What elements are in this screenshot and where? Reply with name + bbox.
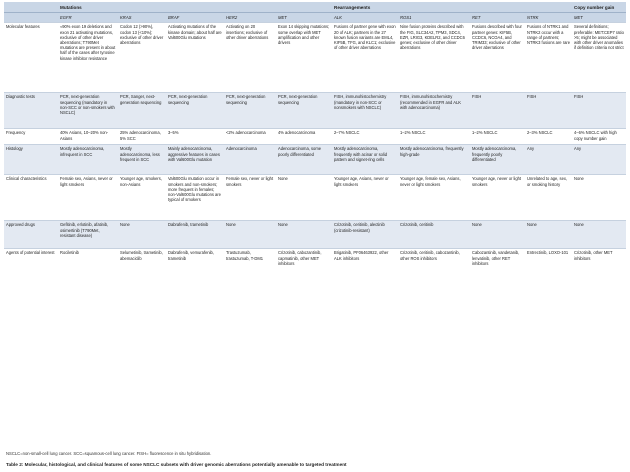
table-cell: None bbox=[525, 221, 572, 249]
table-cell: Rociletinib bbox=[58, 249, 118, 283]
table-cell: Younger age, Asians, never or light smokers bbox=[332, 175, 398, 221]
table-cell: None bbox=[276, 221, 332, 249]
table-cell: Gefitinib, erlotinib, afatinib, osimertinib (T790Met, resistant disease) bbox=[58, 221, 118, 249]
table-cell: Adenocarcinoma bbox=[224, 145, 276, 175]
table-cell: Activating mutations of the kinase domain; about half are Val600Glu mutations bbox=[166, 23, 224, 93]
gene-header: RET bbox=[470, 13, 525, 23]
table-cell: Adenocarcinoma, some poorly differentiated bbox=[276, 145, 332, 175]
table-cell: None bbox=[470, 221, 525, 249]
table-cell: Crizotinib, ceritinib, cabozantinib, other ROS inhibitors bbox=[398, 249, 470, 283]
table-cell: Entrectinib, LOXO-101 bbox=[525, 249, 572, 283]
gene-header: EGFR bbox=[58, 13, 118, 23]
table-cell: Trastuzumab, trastuzumab, T-DM1 bbox=[224, 249, 276, 283]
row-label: Frequency bbox=[4, 129, 58, 145]
table-row bbox=[4, 93, 626, 129]
table-cell: Brigatinib, PF06463922, other ALK inhibitors bbox=[332, 249, 398, 283]
table-row bbox=[4, 129, 626, 145]
table-cell: None bbox=[224, 221, 276, 249]
gene-header: BRAF bbox=[166, 13, 224, 23]
table-cell: 4–6% NSCLC with high copy number gain bbox=[572, 129, 626, 145]
table-row bbox=[4, 175, 626, 221]
header-gene-row bbox=[4, 13, 626, 23]
table-cell: Crizotinib, cabozantinib, capmatinib, other MET inhibitors bbox=[276, 249, 332, 283]
table-cell: Younger age, smokers, non-Asians bbox=[118, 175, 166, 221]
table-cell: Mostly adenocarcinoma, frequently with acinar or solid pattern and signet-ring cells bbox=[332, 145, 398, 175]
table-cell: Codon 12 (>90%), codon 13 (<10%); exclusive of other driver aberrations bbox=[118, 23, 166, 93]
table-cell: None bbox=[276, 175, 332, 221]
row-label: Clinical characteristics bbox=[4, 175, 58, 221]
features-table bbox=[4, 2, 626, 283]
table-cell: Crizotinib, other MET inhibitors bbox=[572, 249, 626, 283]
header-group-row bbox=[4, 2, 626, 13]
row-label: Approved drugs bbox=[4, 221, 58, 249]
table-cell: Female sex, never or light smokers bbox=[224, 175, 276, 221]
table-cell: Any bbox=[525, 145, 572, 175]
table-cell: <2% adenocarcinoma bbox=[224, 129, 276, 145]
gene-header: NTRK bbox=[525, 13, 572, 23]
table-cell: Selumetinib, trametinib, abemaciclib bbox=[118, 249, 166, 283]
table-cell: PCR, Sanger, next-generation sequencing bbox=[118, 93, 166, 129]
table-cell: Nine fusion proteins described with the FIG, SLC34A2, TPM3, SDC4, EZR, LRIG3, KDELR2, and CCDC6 genes; exclusive of other driver aberrations bbox=[398, 23, 470, 93]
table-cell: 3–5% bbox=[166, 129, 224, 145]
table-cell: Mostly adenocarcinoma, frequently high-grade bbox=[398, 145, 470, 175]
table-row bbox=[4, 145, 626, 175]
gene-header: ALK bbox=[332, 13, 398, 23]
table-cell: Younger age, never or light smokers bbox=[470, 175, 525, 221]
table-cell: Female sex, Asians, never or light smokers bbox=[58, 175, 118, 221]
table-cell: ≈90% exon 19 deletions and exon 21 activating mutations, exclusive of other driver aberrations; T790Met mutations are present in about half of the cases after tyrosine kinase inhibitor resistance bbox=[58, 23, 118, 93]
gene-header: HER2 bbox=[224, 13, 276, 23]
gene-header: MET bbox=[276, 13, 332, 23]
table-cell: FISH bbox=[572, 93, 626, 129]
header-rearrangements: Rearrangements bbox=[332, 2, 572, 13]
table-cell: 2–3% NSCLC bbox=[525, 129, 572, 145]
header-mutations: Mutations bbox=[58, 2, 332, 13]
table-row bbox=[4, 23, 626, 93]
table-cell: FISH bbox=[470, 93, 525, 129]
table-cell: 2–7% NSCLC bbox=[332, 129, 398, 145]
table-caption: Table 2: Molecular, histological, and clinical features of some NSCLC subsets with driver genomic aberrations potentially amenable to targeted treatment bbox=[6, 462, 347, 467]
table-cell: 1–2% NSCLC bbox=[398, 129, 470, 145]
table-cell: Dabrafenib, vemurafenib, trametinib bbox=[166, 249, 224, 283]
table-cell: Dabrafenib, trametinib bbox=[166, 221, 224, 249]
table-cell: 1–2% NSCLC bbox=[470, 129, 525, 145]
table-body bbox=[4, 23, 626, 283]
table-cell: FISH bbox=[525, 93, 572, 129]
gene-header: KRAS bbox=[118, 13, 166, 23]
table-cell: Several definitions; preferable: MET:CEP7 ratio >5; might be associated with other driver anomalies if definition criteria not strict bbox=[572, 23, 626, 93]
table-cell: Fusions of NTRK1 and NTRK2 occur with a range of partners; NTRK3 fusions are rare bbox=[525, 23, 572, 93]
row-label: Molecular features bbox=[4, 23, 58, 93]
row-label: Diagnostic tests bbox=[4, 93, 58, 129]
table-cell: FISH, immunohistochemistry (mandatory in non-SCC or nonsmokers with NSCLC) bbox=[332, 93, 398, 129]
table-row bbox=[4, 249, 626, 283]
row-label: Histology bbox=[4, 145, 58, 175]
table-cell: FISH, immunohistochemistry (recommended in EGFR and ALK with adenocarcinoma) bbox=[398, 93, 470, 129]
table-cell: PCR, next-generation sequencing bbox=[276, 93, 332, 129]
gene-header: MET bbox=[572, 13, 626, 23]
table-cell: PCR, next-generation sequencing (mandatory in non-SCC or non-smokers with NSCLC) bbox=[58, 93, 118, 129]
table-cell: 4% adenocarcinoma bbox=[276, 129, 332, 145]
table-cell: Val600Glu mutation occur in smokers and non-smokers; more frequent in females; non-Val600Glu mutations are typical of smokers bbox=[166, 175, 224, 221]
header-blank bbox=[4, 2, 58, 13]
table-cell: Activating on 20 insertions; exclusive of other driver aberrations bbox=[224, 23, 276, 93]
table-cell: Mainly adenocarcinoma, aggressive features in cases with Val600Glu mutation bbox=[166, 145, 224, 175]
footnote: NSCLC=non-small-cell lung cancer. SCC=squamous-cell lung cancer. FISH= fluorescence in situ hybridisation. bbox=[6, 451, 212, 456]
table-cell: None bbox=[572, 175, 626, 221]
table-cell: Any bbox=[572, 145, 626, 175]
table-row bbox=[4, 221, 626, 249]
row-label: Agents of potential interest bbox=[4, 249, 58, 283]
table-cell: Crizotinib, ceritinib bbox=[398, 221, 470, 249]
table-cell: Mostly adenocarcinoma, infrequent in SCC bbox=[58, 145, 118, 175]
table-cell: Crizotinib, ceritinib, alectinib (crizotinib-resistant) bbox=[332, 221, 398, 249]
table-cell: PCR, next-generation sequencing bbox=[166, 93, 224, 129]
table-cell: PCR, next-generation sequencing bbox=[224, 93, 276, 129]
table-cell: None bbox=[572, 221, 626, 249]
table-cell: Mostly adenocarcinoma, frequently poorly differentiated bbox=[470, 145, 525, 175]
gene-header: ROS1 bbox=[398, 13, 470, 23]
header-gene-blank bbox=[4, 13, 58, 23]
table-cell: None bbox=[118, 221, 166, 249]
table-cell: 40% Asians, 10–20% non-Asians bbox=[58, 129, 118, 145]
table-cell: Younger age, female sex, Asians, never or light smokers bbox=[398, 175, 470, 221]
header-copy-number: Copy number gain bbox=[572, 2, 626, 13]
table-cell: Mostly adenocarcinoma, less frequent in SCC bbox=[118, 145, 166, 175]
table-cell: 25% adenocarcinoma, 5% SCC bbox=[118, 129, 166, 145]
table-cell: Fusions described with four partner genes: KIF5B, CCDC6, NCOA4, and TRIM33; exclusive of other driver aberrations bbox=[470, 23, 525, 93]
table-cell: Unrelated to age, sex, or smoking history bbox=[525, 175, 572, 221]
table-cell: Cabozantinib, vandetanib, lenvatinib, other RET inhibitors bbox=[470, 249, 525, 283]
table-cell: Fusions of partner gene with exon 20 of ALK; partners in the 27 known fusion variants are EML4, KIF5B, TFG, and KLC1; exclusive of other driver aberrations bbox=[332, 23, 398, 93]
table-cell: Exon 14 skipping mutations; some overlap with MET amplification and other drivers bbox=[276, 23, 332, 93]
